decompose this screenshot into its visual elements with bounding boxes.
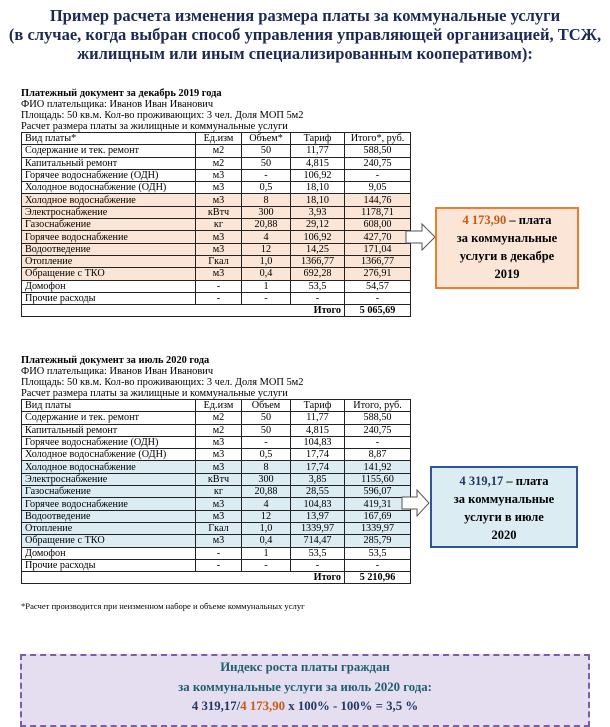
- table-cell: Газоснабжение: [22, 486, 196, 498]
- payment-document-december-2019: [21, 88, 411, 317]
- table-cell: Горячее водоснабжение (ОДН): [22, 436, 196, 448]
- table-cell: Отопление: [22, 255, 196, 267]
- arrow-right-icon: [401, 488, 431, 518]
- table-cell: 240,75: [345, 424, 411, 436]
- table-cell: Гкал: [196, 255, 242, 267]
- table-cell: -: [242, 169, 291, 181]
- table-cell: 1339,97: [291, 522, 345, 534]
- table-cell: -: [345, 292, 411, 304]
- table-cell: кВтч: [196, 206, 242, 218]
- table-cell: Холодное водоснабжение (ОДН): [22, 182, 196, 194]
- table-cell: Прочие расходы: [22, 559, 196, 571]
- table-cell: кг: [196, 219, 242, 231]
- table-cell: 427,70: [345, 231, 411, 243]
- title-line-3: жилищным или иным специализированным кооперативом):: [77, 44, 533, 63]
- table-row: [22, 547, 411, 559]
- table-cell: м2: [196, 424, 242, 436]
- table-cell: Прочие расходы: [22, 292, 196, 304]
- index-slash: /: [236, 699, 241, 713]
- table-cell: 11,77: [291, 412, 345, 424]
- table-cell: Холодное водоснабжение (ОДН): [22, 449, 196, 461]
- table-row: [22, 169, 411, 181]
- doc1-area: Площадь: 50 кв.м. Кол-во проживающих: 3 чел. Доля МОП 5м2: [21, 110, 304, 121]
- table-row: [22, 206, 411, 218]
- table-cell: Электроснабжение: [22, 206, 196, 218]
- title-line-1: Пример расчета изменения размера платы за коммунальные услуги: [49, 6, 561, 25]
- table-cell: -: [291, 292, 345, 304]
- total-label: Итого: [22, 305, 345, 317]
- table-row: [22, 473, 411, 485]
- july-2020-summary-box: [430, 466, 578, 548]
- table-cell: 14,25: [291, 243, 345, 255]
- table-cell: кВтч: [196, 473, 242, 485]
- doc1-calc-caption: Расчет размера платы за жилищные и коммунальные услуги: [21, 121, 288, 132]
- table-cell: 144,76: [345, 194, 411, 206]
- table-cell: м3: [196, 194, 242, 206]
- table-cell: Отопление: [22, 522, 196, 534]
- box2-text-1: – плата: [503, 474, 549, 488]
- doc1-heading: Платежный документ за декабрь 2019 года: [21, 88, 222, 99]
- table-row: [22, 145, 411, 157]
- table-cell: 12: [242, 510, 291, 522]
- table-cell: Холодное водоснабжение: [22, 194, 196, 206]
- table-cell: -: [196, 292, 242, 304]
- table-row: [22, 182, 411, 194]
- table-cell: 714,47: [291, 535, 345, 547]
- table-cell: 608,00: [345, 219, 411, 231]
- table-cell: 1: [242, 547, 291, 559]
- table-total-row: [22, 305, 411, 317]
- table-cell: 300: [242, 206, 291, 218]
- table-cell: 171,04: [345, 243, 411, 255]
- table-cell: 18,10: [291, 182, 345, 194]
- table-cell: Газоснабжение: [22, 219, 196, 231]
- table-cell: 276,91: [345, 268, 411, 280]
- table-total-row: [22, 572, 411, 584]
- table-cell: м2: [196, 412, 242, 424]
- table-cell: Гкал: [196, 522, 242, 534]
- table-cell: 4: [242, 231, 291, 243]
- table-cell: 285,79: [345, 535, 411, 547]
- table-cell: 53,5: [291, 280, 345, 292]
- table-cell: м3: [196, 449, 242, 461]
- december-amount: 4 173,90: [462, 213, 507, 227]
- table-row: [22, 424, 411, 436]
- table-row: [22, 510, 411, 522]
- table-cell: 300: [242, 473, 291, 485]
- table-cell: 240,75: [345, 157, 411, 169]
- table-cell: 50: [242, 157, 291, 169]
- index-formula: [22, 697, 588, 717]
- table-cell: 1,0: [242, 255, 291, 267]
- table-cell: м2: [196, 145, 242, 157]
- table-cell: 1366,77: [345, 255, 411, 267]
- table-cell: 1: [242, 280, 291, 292]
- table-row: [22, 412, 411, 424]
- box1-text-1: – плата: [506, 213, 552, 227]
- table-cell: 8: [242, 194, 291, 206]
- table-cell: 50: [242, 145, 291, 157]
- table-cell: Горячее водоснабжение: [22, 498, 196, 510]
- table-header-cell: Вид платы*: [22, 133, 196, 145]
- table-cell: м3: [196, 182, 242, 194]
- table-header-cell: Итого*, руб.: [345, 133, 411, 145]
- table-cell: Обращение с ТКО: [22, 268, 196, 280]
- table-cell: 9,05: [345, 182, 411, 194]
- table-cell: Капитальный ремонт: [22, 424, 196, 436]
- table-cell: м2: [196, 157, 242, 169]
- table-cell: 104,83: [291, 498, 345, 510]
- table-cell: -: [242, 292, 291, 304]
- table-cell: -: [345, 436, 411, 448]
- table-cell: -: [291, 559, 345, 571]
- index-line-2: за коммунальные услуги за июль 2020 года:: [178, 679, 432, 694]
- doc2-heading: Платежный документ за июль 2020 года: [21, 355, 210, 366]
- table-cell: Обращение с ТКО: [22, 535, 196, 547]
- index-old-value: 4 173,90: [240, 699, 286, 713]
- table-cell: м3: [196, 498, 242, 510]
- table-cell: 1366,77: [291, 255, 345, 267]
- table-cell: 54,57: [345, 280, 411, 292]
- table-cell: 17,74: [291, 461, 345, 473]
- table-row: [22, 436, 411, 448]
- table-cell: 167,69: [345, 510, 411, 522]
- footnote: *Расчет производится при неизменном наборе и объеме коммунальных услуг: [21, 601, 305, 611]
- table-header-row: [22, 133, 411, 145]
- table-row: [22, 498, 411, 510]
- box2-text-4: 2020: [491, 528, 517, 542]
- table-cell: 28,55: [291, 486, 345, 498]
- table-cell: -: [196, 547, 242, 559]
- table-cell: 13,97: [291, 510, 345, 522]
- table-cell: 12: [242, 243, 291, 255]
- table-cell: м3: [196, 436, 242, 448]
- table-cell: 50: [242, 424, 291, 436]
- growth-index-box: [20, 654, 590, 727]
- box1-text-3: услуги в декабре: [459, 249, 555, 263]
- table-cell: 50: [242, 412, 291, 424]
- table-cell: 8: [242, 461, 291, 473]
- doc2-calc-caption: Расчет размера платы за жилищные и коммунальные услуги: [21, 388, 288, 399]
- table-cell: Водоотведение: [22, 510, 196, 522]
- table-cell: 3,93: [291, 206, 345, 218]
- table-cell: 20,88: [242, 219, 291, 231]
- table-cell: -: [196, 559, 242, 571]
- table-row: [22, 243, 411, 255]
- table-cell: 17,74: [291, 449, 345, 461]
- table-cell: 0,4: [242, 535, 291, 547]
- table-cell: 53,5: [291, 547, 345, 559]
- table-cell: 4,815: [291, 157, 345, 169]
- table-cell: 4: [242, 498, 291, 510]
- table-cell: м3: [196, 231, 242, 243]
- table-row: [22, 449, 411, 461]
- table-row: [22, 268, 411, 280]
- table-cell: 1155,60: [345, 473, 411, 485]
- july-amount: 4 319,17: [459, 474, 504, 488]
- table-header-cell: Объем: [242, 400, 291, 412]
- total-value: 5 210,96: [345, 572, 411, 584]
- table-header-row: [22, 400, 411, 412]
- table-cell: кг: [196, 486, 242, 498]
- table-cell: 0,5: [242, 182, 291, 194]
- table-cell: м3: [196, 535, 242, 547]
- table-cell: -: [196, 280, 242, 292]
- page-title: [0, 6, 610, 63]
- table-cell: Домофон: [22, 547, 196, 559]
- table-row: [22, 194, 411, 206]
- total-label: Итого: [22, 572, 345, 584]
- table-cell: 106,92: [291, 169, 345, 181]
- table-cell: Содержание и тек. ремонт: [22, 145, 196, 157]
- box1-text-2: за коммунальные: [456, 231, 558, 245]
- box2-text-2: за коммунальные: [453, 492, 555, 506]
- table-header-cell: Тариф: [291, 133, 345, 145]
- table-cell: м3: [196, 169, 242, 181]
- table-cell: 0,5: [242, 449, 291, 461]
- table-cell: 1,0: [242, 522, 291, 534]
- table-header-cell: Ед.изм: [196, 400, 242, 412]
- table-header-cell: Вид платы: [22, 400, 196, 412]
- box2-text-3: услуги в июле: [464, 510, 544, 524]
- index-line-1: Индекс роста платы граждан: [220, 660, 390, 674]
- title-line-2: (в случае, когда выбран способ управления управляющей организацией, ТСЖ,: [8, 25, 602, 44]
- table-cell: 1339,97: [345, 522, 411, 534]
- table-row: [22, 255, 411, 267]
- index-new-value: 4 319,17: [191, 699, 237, 713]
- table-row: [22, 280, 411, 292]
- table-cell: м3: [196, 268, 242, 280]
- table-row: [22, 522, 411, 534]
- table-cell: Горячее водоснабжение: [22, 231, 196, 243]
- table-cell: Капитальный ремонт: [22, 157, 196, 169]
- doc1-table: [21, 132, 411, 317]
- table-cell: Водоотведение: [22, 243, 196, 255]
- table-cell: м3: [196, 510, 242, 522]
- table-row: [22, 231, 411, 243]
- table-cell: 0,4: [242, 268, 291, 280]
- table-cell: Электроснабжение: [22, 473, 196, 485]
- table-cell: Содержание и тек. ремонт: [22, 412, 196, 424]
- table-cell: 4,815: [291, 424, 345, 436]
- table-cell: 29,12: [291, 219, 345, 231]
- table-row: [22, 157, 411, 169]
- doc1-payer: ФИО плательщика: Иванов Иван Иванович: [21, 99, 214, 110]
- index-formula-rest: х 100% - 100% = 3,5 %: [285, 699, 419, 713]
- table-row: [22, 219, 411, 231]
- table-cell: -: [242, 559, 291, 571]
- table-cell: м3: [196, 243, 242, 255]
- doc2-table: [21, 399, 411, 584]
- table-cell: 8,87: [345, 449, 411, 461]
- table-cell: Домофон: [22, 280, 196, 292]
- box1-text-4: 2019: [494, 267, 520, 281]
- table-cell: -: [345, 169, 411, 181]
- table-cell: 18,10: [291, 194, 345, 206]
- table-row: [22, 486, 411, 498]
- table-cell: м3: [196, 461, 242, 473]
- table-row: [22, 461, 411, 473]
- table-cell: 106,92: [291, 231, 345, 243]
- table-cell: 419,31: [345, 498, 411, 510]
- total-value: 5 065,69: [345, 305, 411, 317]
- table-cell: 692,28: [291, 268, 345, 280]
- table-cell: Холодное водоснабжение: [22, 461, 196, 473]
- doc2-area: Площадь: 50 кв.м. Кол-во проживающих: 3 чел. Доля МОП 5м2: [21, 377, 304, 388]
- table-cell: 104,83: [291, 436, 345, 448]
- table-row: [22, 292, 411, 304]
- doc2-payer: ФИО плательщика: Иванов Иван Иванович: [21, 366, 214, 377]
- table-row: [22, 535, 411, 547]
- december-2019-summary-box: [435, 207, 579, 289]
- table-cell: 141,92: [345, 461, 411, 473]
- table-header-cell: Итого, руб.: [345, 400, 411, 412]
- table-header-cell: Объем*: [242, 133, 291, 145]
- table-cell: -: [242, 436, 291, 448]
- payment-document-july-2020: [21, 355, 411, 584]
- table-cell: 20,88: [242, 486, 291, 498]
- table-cell: 3,85: [291, 473, 345, 485]
- table-cell: 53,5: [345, 547, 411, 559]
- arrow-right-icon: [405, 222, 437, 252]
- table-header-cell: Тариф: [291, 400, 345, 412]
- table-cell: 588,50: [345, 412, 411, 424]
- table-cell: 11,77: [291, 145, 345, 157]
- table-header-cell: Ед.изм: [196, 133, 242, 145]
- table-cell: 1178,71: [345, 206, 411, 218]
- table-cell: 588,50: [345, 145, 411, 157]
- table-cell: 596,07: [345, 486, 411, 498]
- table-row: [22, 559, 411, 571]
- table-cell: Горячее водоснабжение (ОДН): [22, 169, 196, 181]
- table-cell: -: [345, 559, 411, 571]
